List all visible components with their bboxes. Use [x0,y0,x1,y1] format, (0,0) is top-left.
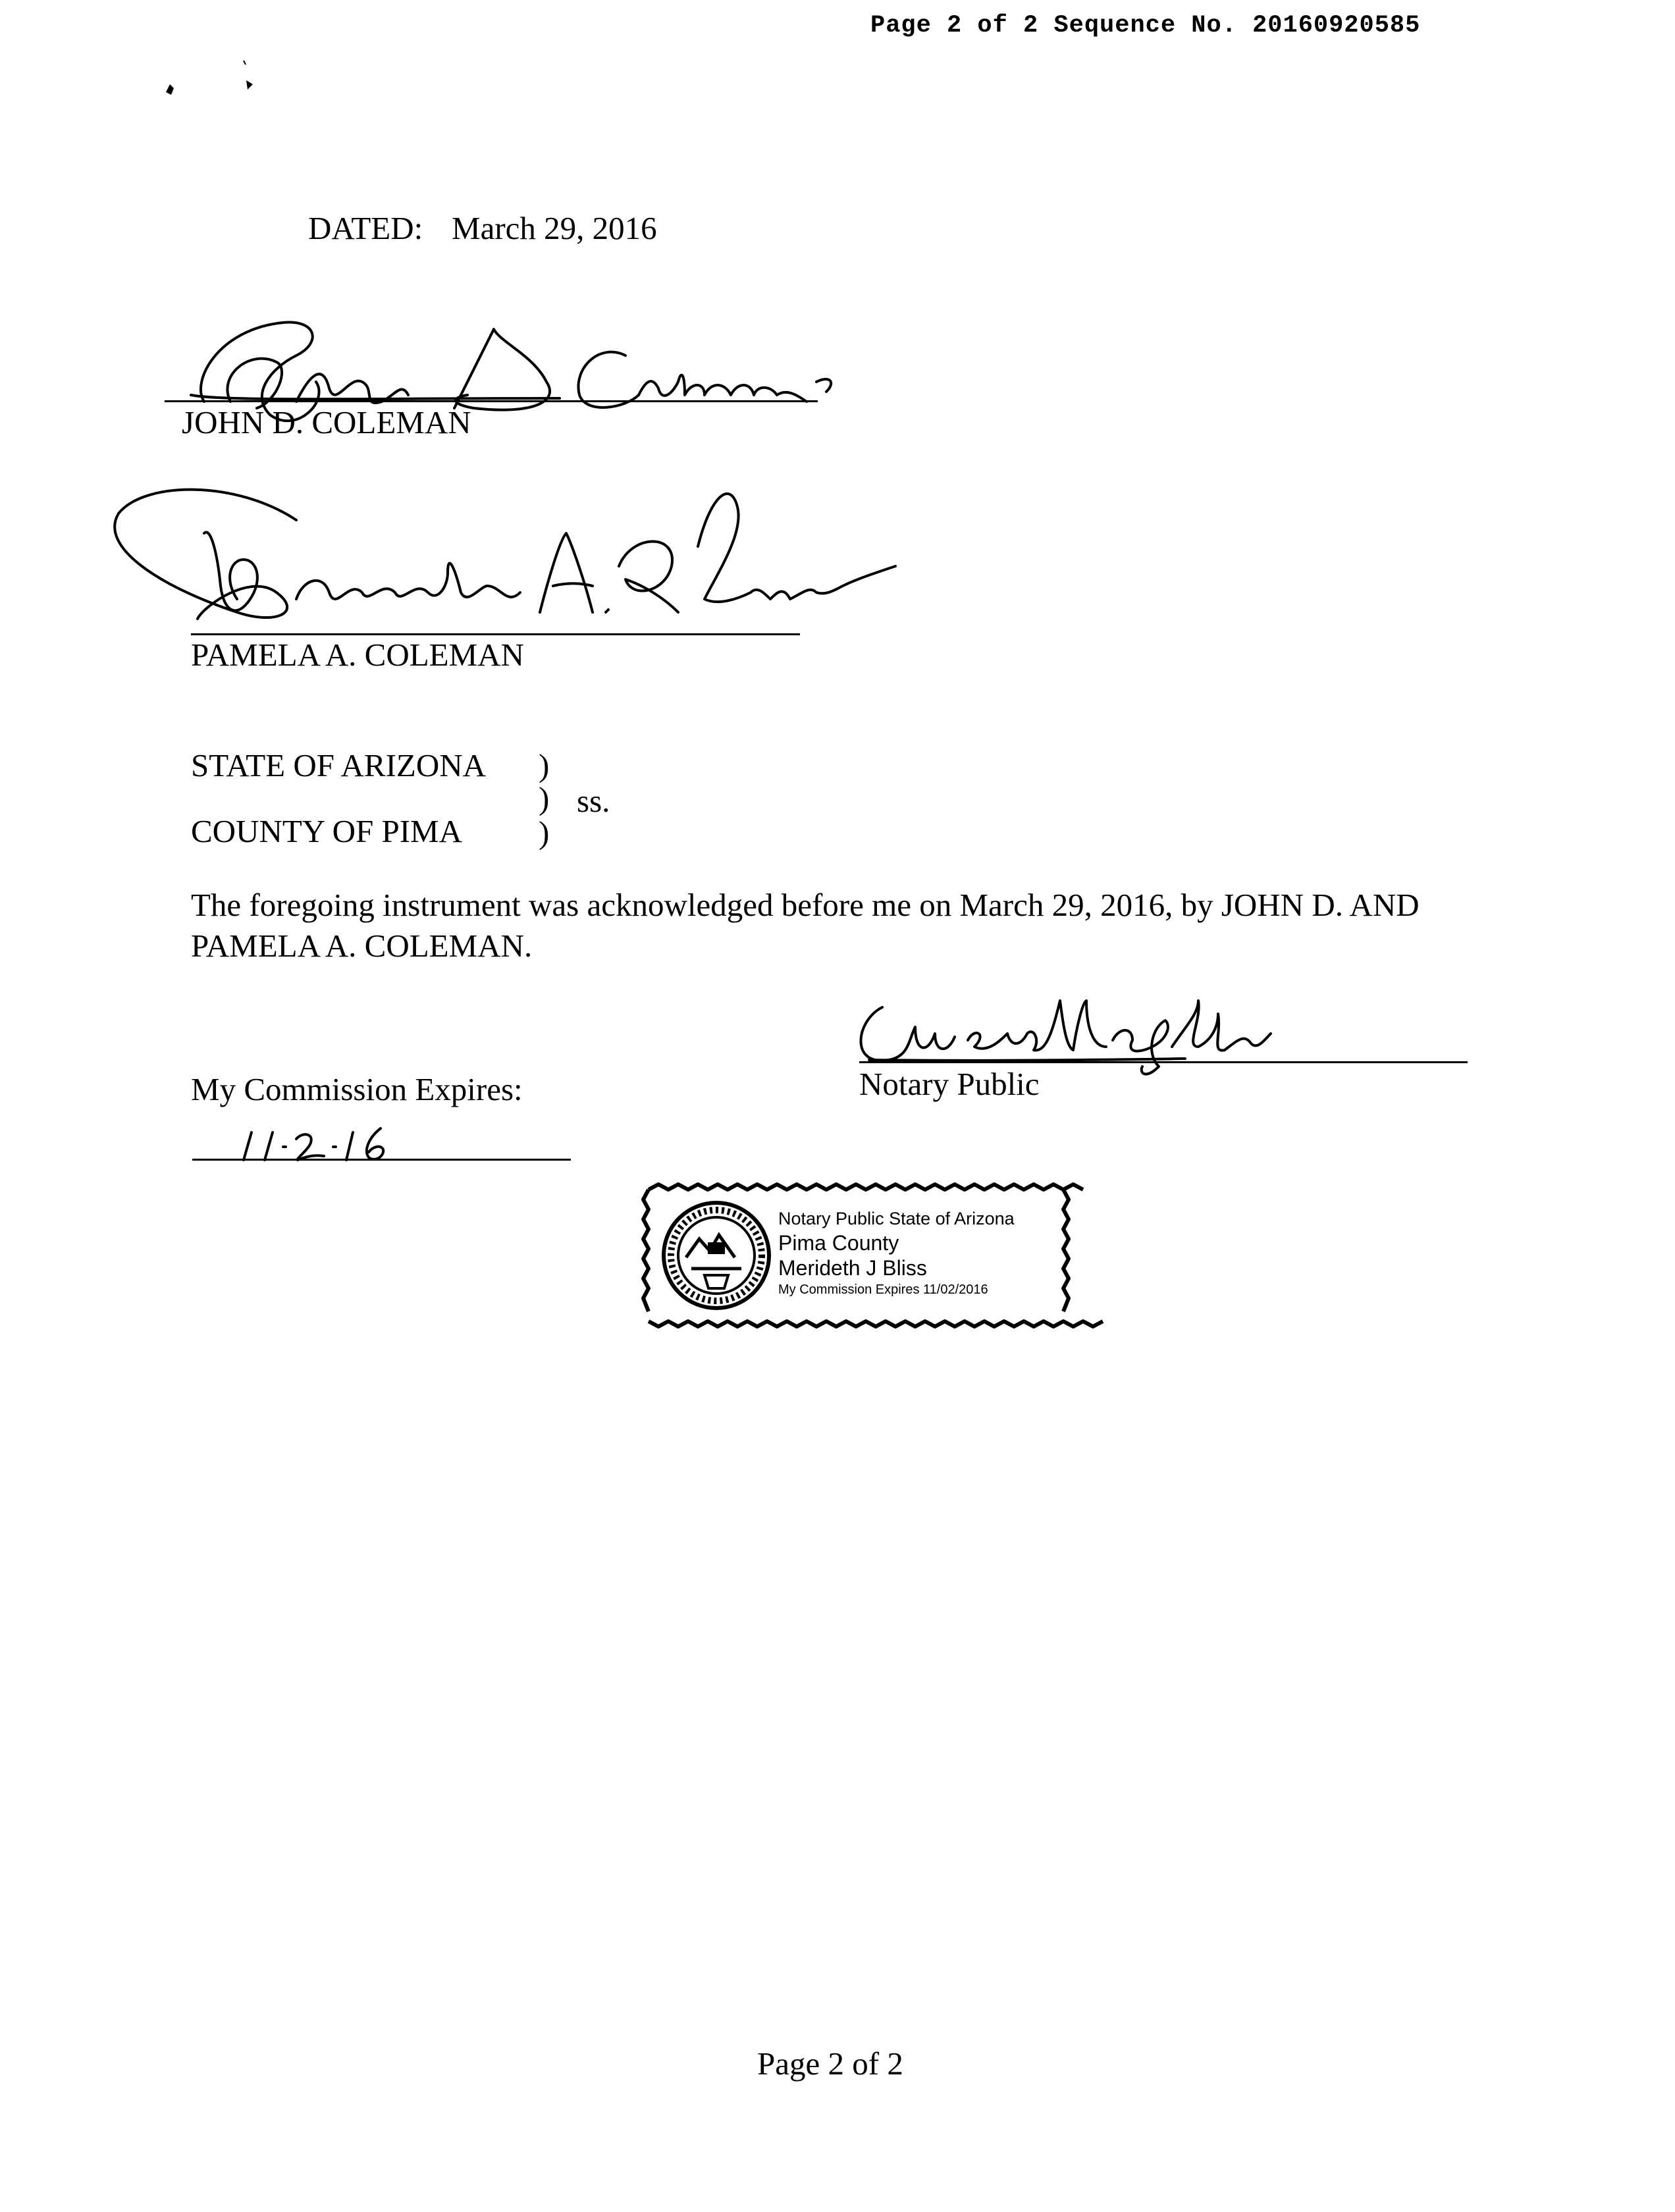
stamp-line-3: Merideth J Bliss [778,1256,927,1280]
venue-ss: ss. [577,783,610,819]
venue-county: COUNTY OF PIMA [191,813,463,849]
stamp-line-1: Notary Public State of Arizona [778,1209,1015,1228]
notary-signature-line [859,1061,1468,1063]
dated-date: March 29, 2016 [452,210,657,246]
stamp-line-2: Pima County [778,1231,899,1255]
dated-label: DATED: [308,210,423,246]
venue-state: STATE OF ARIZONA [191,747,486,783]
venue-paren-2: ) [539,780,550,816]
footer-page-label: Page 2 of 2 [757,2045,903,2082]
commission-date-line [192,1159,571,1161]
john-signature-line [165,400,818,402]
stamp-line-4: My Commission Expires 11/02/2016 [778,1282,988,1297]
stamp-border [639,1180,1073,1331]
acknowledgment-line-1: The foregoing instrument was acknowledged before me on March 29, 2016, by JOHN D. AND [191,887,1420,923]
pamela-signature [105,454,928,645]
arizona-seal [664,1203,769,1308]
acknowledgment-line-2: PAMELA A. COLEMAN. [191,928,533,964]
notary-stamp [639,1180,1073,1331]
pamela-printed-name: PAMELA A. COLEMAN [191,637,524,673]
venue-paren-1: ) [539,747,550,783]
scan-specks [0,0,263,132]
john-printed-name: JOHN D. COLEMAN [182,404,471,440]
sequence-header: Page 2 of 2 Sequence No. 20160920585 [870,12,1421,40]
pamela-signature-line [191,633,800,635]
commission-label: My Commission Expires: [191,1071,523,1107]
venue-paren-3: ) [539,814,550,851]
notary-title: Notary Public [859,1066,1040,1102]
